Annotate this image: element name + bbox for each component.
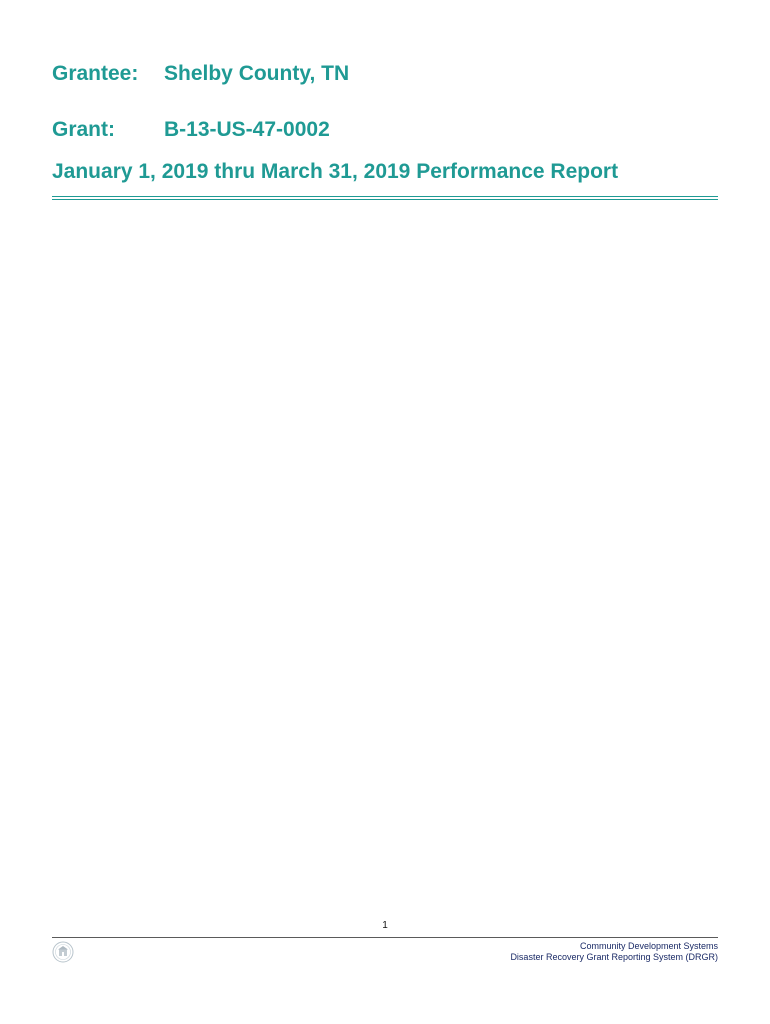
grantee-row (52, 62, 349, 86)
footer-line-community-development: Community Development Systems (579, 941, 718, 951)
header-divider (52, 196, 718, 200)
grant-label: Grant: (52, 118, 115, 141)
report-period-title: January 1, 2019 thru March 31, 2019 Performance Report (52, 160, 619, 183)
page-number: 1 (382, 920, 388, 931)
grantee-value: Shelby County, TN (164, 62, 350, 85)
hud-seal-icon (52, 941, 74, 963)
grant-row (52, 118, 330, 142)
footer-system-info (510, 941, 718, 963)
footer-line-drgr: Disaster Recovery Grant Reporting System (DRGR) (510, 952, 718, 962)
grantee-label: Grantee: (52, 62, 139, 85)
footer-divider (52, 937, 718, 938)
grant-value: B-13-US-47-0002 (164, 118, 330, 141)
